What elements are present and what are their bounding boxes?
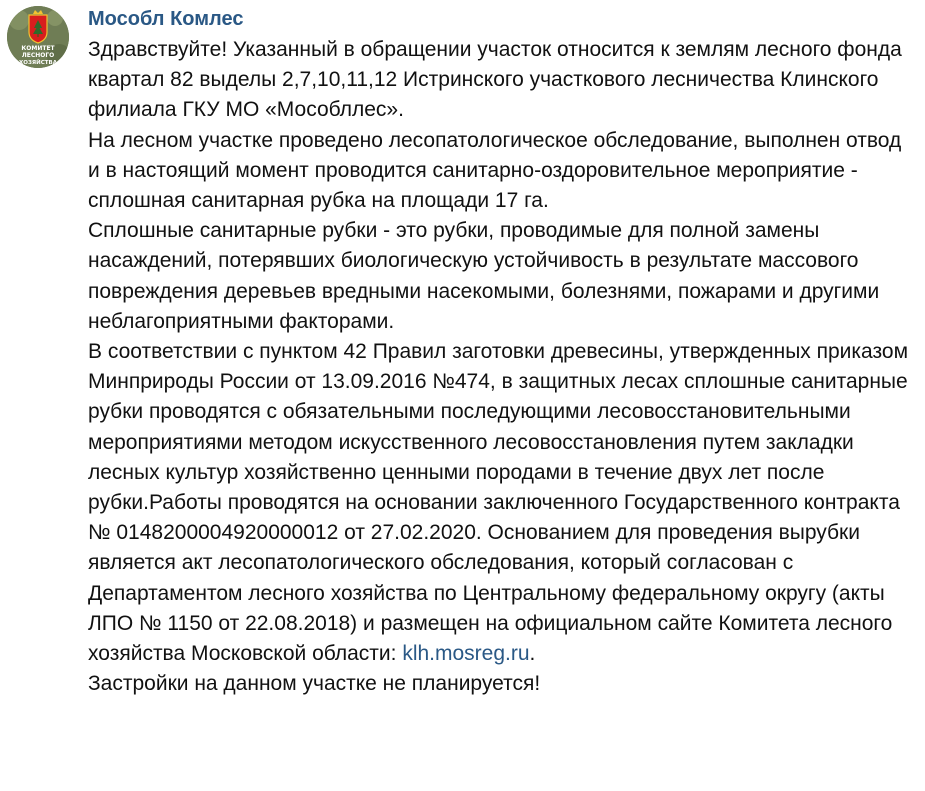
forest-committee-emblem-icon	[7, 6, 69, 68]
legal-basis-text: В соответствии с пунктом 42 Правил заготовки древесины, утвержденных приказом Минприроды России от 13.09.2016 №474, в защитных лесах сплошные санитарные рубки проводятся с обязательными последующими лесовосстановительными мероприятиями методом искусственного лесовосстановления путем закладки лесных культур хозяйственно ценными породами в течение двух лет после рубки.Работы проводятся на основании заключенного Государственного контракта № 0148200004920000012 от 27.02.2020. Основанием для проведения вырубки является акт лесопатологического обследования, который согласован с Департаментом лесного хозяйства по Центральному федеральному округу (акты ЛПО № 1150 от 22.08.2018) и размещен на официальном сайте Комитета лесного хозяйства Московской области:	[88, 340, 909, 666]
paragraph-legal-basis	[88, 337, 918, 669]
paragraph-inspection: На лесном участке проведено лесопатологическое обследование, выполнен отвод и в настоящий момент проводится санитарно-оздоровительное мероприятие - сплошная санитарная рубка на площади 17 га.	[88, 128, 902, 213]
paragraph-conclusion: Застройки на данном участке не планируется!	[88, 672, 541, 696]
paragraph-greeting: Здравствуйте! Указанный в обращении участок относится к землям лесного фонда квартал 82 выделы 2,7,10,11,12 Истринского участкового лесничества Клинского филиала ГКУ МО «Мособллес».	[88, 38, 902, 122]
author-name[interactable]: Мособл Комлес	[88, 8, 244, 30]
avatar-emblem-line2: ЛЕСНОГО	[21, 52, 55, 59]
avatar-emblem-line1: КОМИТЕТ	[21, 45, 55, 52]
paragraph-definition: Сплошные санитарные рубки - это рубки, проводимые для полной замены насаждений, потерявших биологическую устойчивость в результате массового повреждения деревьев вредными насекомыми, болезнями, пожарами и другими неблагоприятными факторами.	[88, 219, 880, 333]
klh-mosreg-link[interactable]: klh.mosreg.ru	[402, 642, 530, 666]
legal-basis-end: .	[529, 642, 536, 666]
avatar-emblem-line3: ХОЗЯЙСТВА	[19, 60, 57, 66]
avatar[interactable]	[7, 6, 69, 68]
comment-text	[88, 35, 918, 699]
